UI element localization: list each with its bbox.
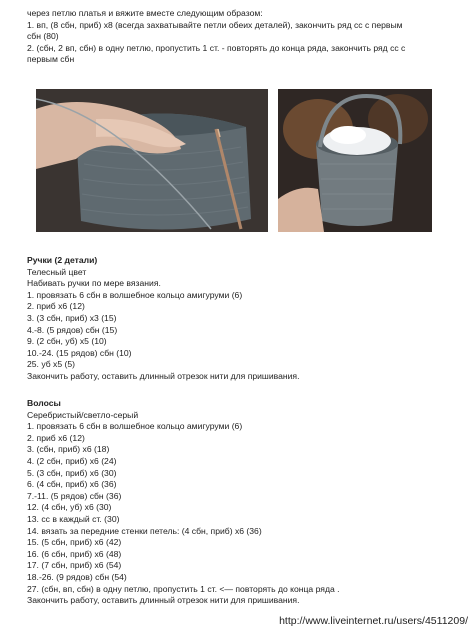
- instruction-line: 7.-11. (5 рядов) сбн (36): [27, 490, 122, 501]
- instruction-line: 13. сс в каждый ст. (30): [27, 513, 120, 524]
- instruction-line: Закончить работу, оставить длинный отрезок нити для пришивания.: [27, 595, 300, 606]
- crochet-basket-illustration: [278, 89, 432, 232]
- instruction-line: 5. (3 сбн, приб) х6 (30): [27, 467, 117, 478]
- instruction-line: 2. приб х6 (12): [27, 432, 85, 443]
- instruction-line: 25. уб х5 (5): [27, 359, 76, 370]
- instruction-line: 2. приб х6 (12): [27, 301, 85, 312]
- instruction-line: 3. (сбн, приб) х6 (18): [27, 444, 110, 455]
- handles-section: [27, 255, 457, 383]
- instruction-line: 1. провязать 6 сбн в волшебное кольцо амигуруми (6): [27, 421, 243, 432]
- instruction-line: 17. (7 сбн, приб) х6 (54): [27, 560, 122, 571]
- instruction-line: Телесный цвет: [27, 266, 87, 277]
- intro-line: сбн (80): [27, 31, 59, 42]
- instruction-line: 12. (4 сбн, уб) х6 (30): [27, 502, 112, 513]
- instruction-line: 4.-8. (5 рядов) сбн (15): [27, 324, 118, 335]
- instruction-line: Закончить работу, оставить длинный отрезок нити для пришивания.: [27, 370, 300, 381]
- source-url: http://www.liveinternet.ru/users/4511209/: [279, 615, 468, 628]
- instruction-line: 27. (сбн, вп, сбн) в одну петлю, пропустить 1 ст. <— повторять до конца ряда .: [27, 583, 340, 594]
- photo-strip: [36, 89, 432, 232]
- intro-text: [27, 8, 457, 66]
- intro-line: 2. (сбн, 2 вп, сбн) в одну петлю, пропустить 1 ст. - повторять до конца ряда, закончить ряд сс с: [27, 42, 406, 53]
- intro-line: первым сбн: [27, 54, 75, 65]
- instruction-line: 18.-26. (9 рядов) сбн (54): [27, 571, 127, 582]
- section-title: Волосы: [27, 398, 61, 408]
- instruction-line: 14. вязать за передние стенки петель: (4 сбн, приб) х6 (36): [27, 525, 262, 536]
- intro-line: через петлю платья и вяжите вместе следующим образом:: [27, 8, 263, 18]
- instruction-line: Серебристый/светло-серый: [27, 409, 139, 420]
- instruction-line: 15. (5 сбн, приб) х6 (42): [27, 537, 122, 548]
- instruction-line: 1. провязать 6 сбн в волшебное кольцо амигуруми (6): [27, 289, 243, 300]
- instruction-line: 6. (4 сбн, приб) х6 (36): [27, 479, 117, 490]
- crochet-photo-hands: [36, 89, 268, 232]
- crochet-photo-basket: [278, 89, 432, 232]
- intro-line: 1. вп, (8 сбн, приб) х8 (всегда захватывайте петли обеих деталей), закончить ряд сс с первым: [27, 19, 403, 30]
- hair-section: [27, 398, 457, 607]
- instruction-line: 16. (6 сбн, приб) х6 (48): [27, 548, 122, 559]
- instruction-line: 10.-24. (15 рядов) сбн (10): [27, 347, 132, 358]
- instruction-line: 9. (2 сбн, уб) х5 (10): [27, 336, 107, 347]
- crochet-hands-illustration: [36, 89, 268, 232]
- section-title: Ручки (2 детали): [27, 255, 98, 265]
- instruction-line: 4. (2 сбн, приб) х6 (24): [27, 455, 117, 466]
- instruction-line: Набивать ручки по мере вязания.: [27, 278, 161, 289]
- instruction-line: 3. (3 сбн, приб) х3 (15): [27, 312, 117, 323]
